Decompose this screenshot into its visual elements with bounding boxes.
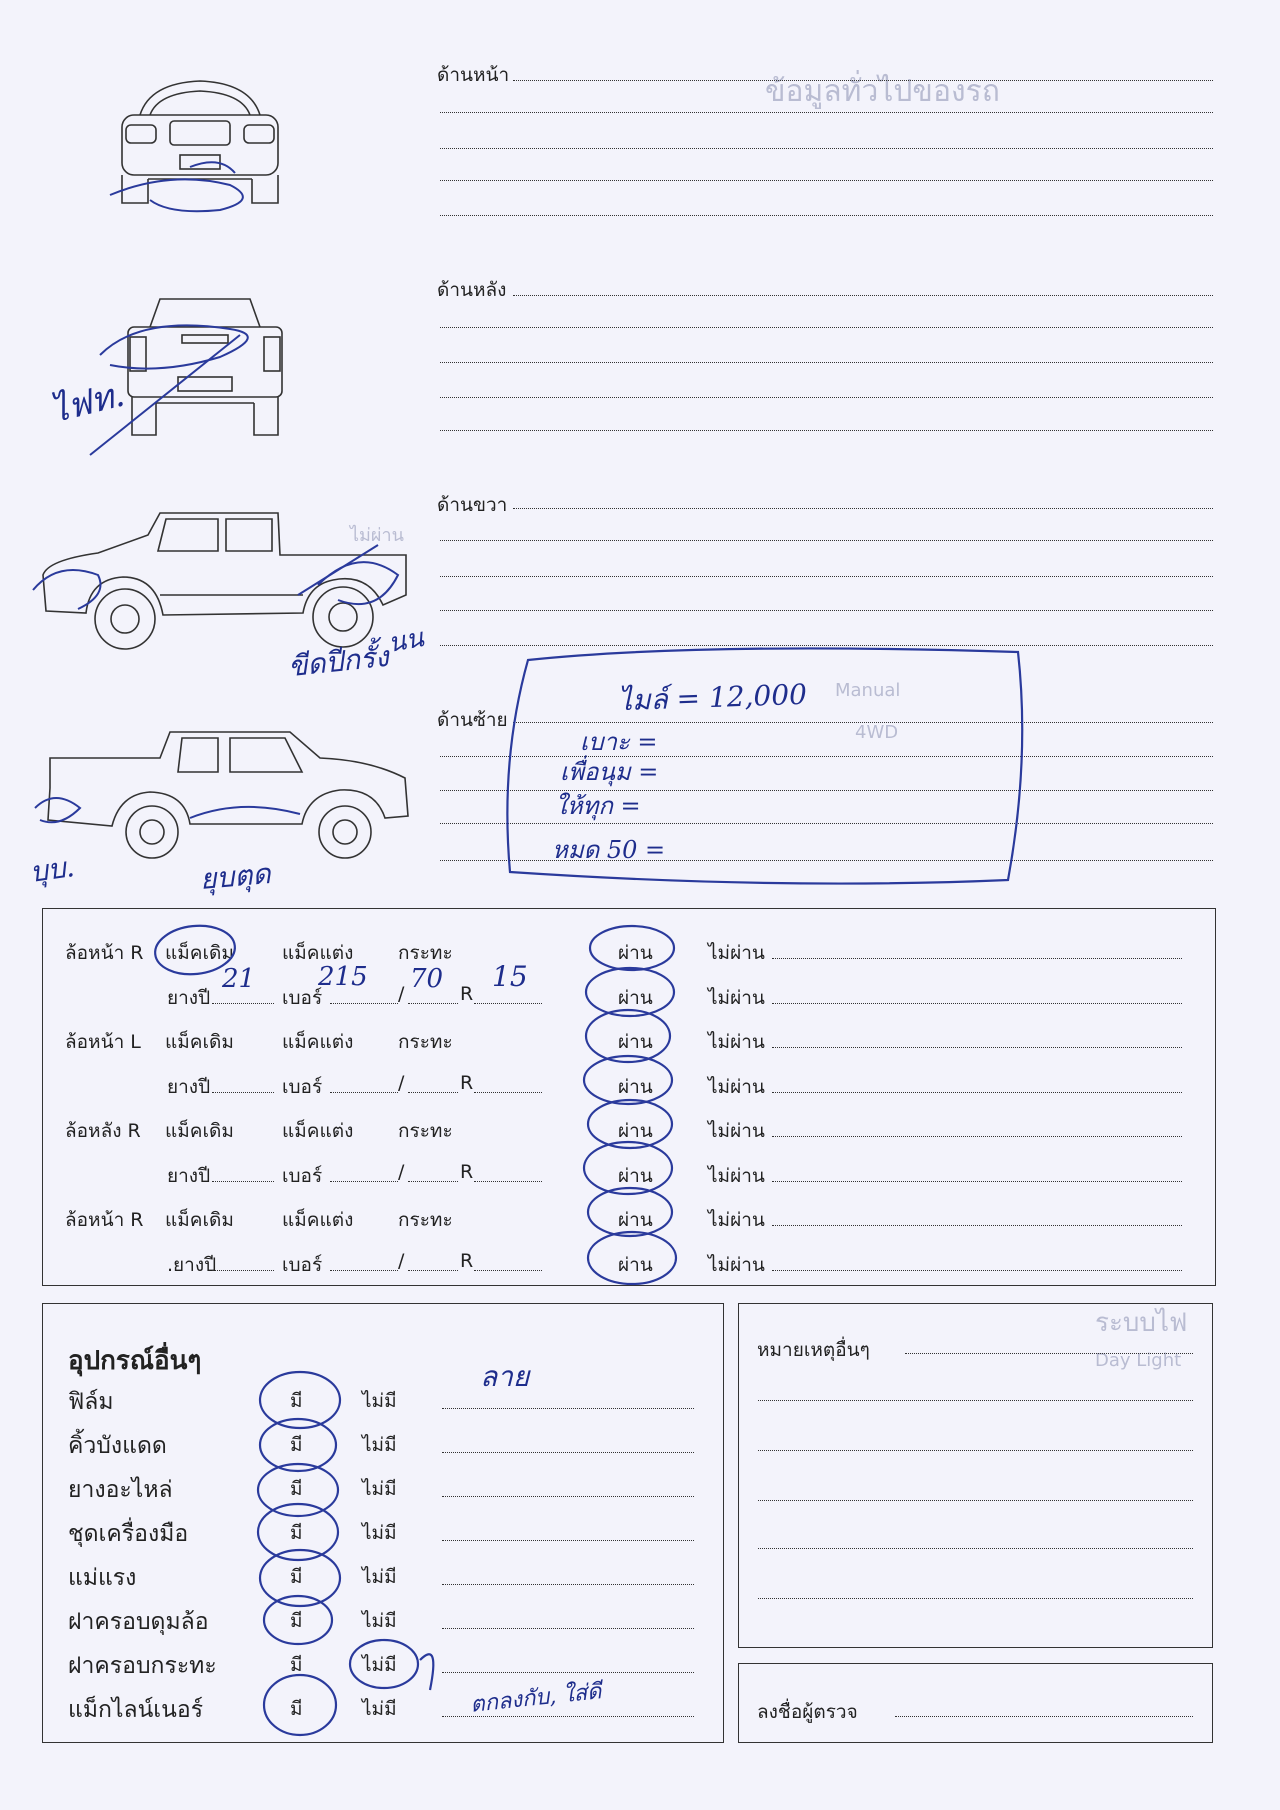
equipment-no-option[interactable]: ไม่มี [362, 1610, 397, 1632]
tire-rim-handwritten: 15 [492, 960, 528, 993]
tire-fail-note-line[interactable] [772, 958, 1182, 959]
equipment-item-label: ฝาครอบกระทะ [68, 1653, 217, 1679]
right-view-label: ด้านขวา [437, 494, 508, 516]
tire-option-steel-wheel[interactable]: กระทะ [398, 942, 453, 964]
tire-rim-label: R [460, 1071, 474, 1094]
tire-position-label: ล้อหลัง R [65, 1120, 141, 1142]
remarks-line-3[interactable] [758, 1450, 1193, 1451]
mileage-box-line-3: เพื่อนุม = [560, 758, 659, 786]
rear-view-line-4[interactable] [440, 397, 1213, 398]
tire-rim-field[interactable] [474, 1003, 542, 1004]
tire-option-original-mag[interactable]: แม็คเดิม [165, 1031, 234, 1053]
tire-size-field[interactable] [330, 1181, 398, 1182]
equipment-no-option[interactable]: ไม่มี [362, 1522, 397, 1544]
tire-ratio-handwritten: 70 [410, 964, 444, 994]
tire-year-label: ยางปี [167, 1075, 211, 1098]
equipment-no-option[interactable]: ไม่มี [362, 1478, 397, 1500]
car-rear-view-icon [120, 295, 290, 440]
tire-position-label: ล้อหน้า R [65, 1209, 144, 1231]
equipment-item-label: ฝาครอบดุมล้อ [68, 1609, 209, 1635]
bleed-through-text-d: ระบบไฟ [1095, 1308, 1188, 1338]
equipment-item-label: แม็กไลน์เนอร์ [68, 1697, 204, 1723]
signature-line[interactable] [895, 1716, 1193, 1717]
equipment-title: อุปกรณ์อื่นๆ [68, 1346, 202, 1376]
equipment-note-line[interactable] [442, 1408, 694, 1409]
left-view-label: ด้านซ้าย [437, 709, 508, 731]
tire-fail-note-line[interactable] [772, 1270, 1182, 1271]
signature-label: ลงชื่อผู้ตรวจ [757, 1701, 858, 1723]
equipment-no-option[interactable]: ไม่มี [362, 1698, 397, 1720]
right-view-line-5[interactable] [440, 645, 1213, 646]
tire-ratio-field[interactable] [408, 1270, 458, 1271]
tire-ratio-field[interactable] [408, 1003, 458, 1004]
right-view-line-2[interactable] [440, 540, 1213, 541]
rear-view-line-3[interactable] [440, 362, 1213, 363]
tire-size-field[interactable] [330, 1092, 398, 1093]
tire-option-custom-mag[interactable]: แม็คแต่ง [282, 942, 354, 964]
remarks-line-5[interactable] [758, 1548, 1193, 1549]
tire-fail-note-line[interactable] [772, 1047, 1182, 1048]
remarks-line-6[interactable] [758, 1598, 1193, 1599]
tire-pass-option[interactable]: ผ่าน [618, 1164, 653, 1187]
rear-view-label: ด้านหลัง [437, 279, 507, 301]
left-handwritten-note-2: ยุบตุด [198, 856, 272, 897]
tire-pass-option[interactable]: ผ่าน [618, 942, 653, 964]
equipment-item-label: แม่แรง [68, 1565, 137, 1591]
tire-width-handwritten: 215 [318, 962, 368, 992]
tire-option-steel-wheel[interactable]: กระทะ [398, 1120, 453, 1142]
bleed-through-text-a: ไม่ผ่าน [350, 525, 404, 546]
tire-pass-option[interactable]: ผ่าน [618, 986, 653, 1009]
tire-rim-field[interactable] [474, 1181, 542, 1182]
left-handwritten-note-1: บุบ. [27, 850, 77, 889]
tire-pass-option[interactable]: ผ่าน [618, 1031, 653, 1053]
tire-pass-option[interactable]: ผ่าน [618, 1253, 653, 1276]
left-view-line-2[interactable] [440, 756, 1213, 757]
rear-view-line-2[interactable] [440, 327, 1213, 328]
tire-size-label: เบอร์ [282, 986, 323, 1009]
front-view-label: ด้านหน้า [437, 64, 510, 86]
tire-size-field[interactable] [330, 1270, 398, 1271]
tire-size-label: เบอร์ [282, 1075, 323, 1098]
bleed-through-heading: ข้อมูลทั่วไปของรถ [765, 74, 1000, 109]
tire-size-slash: / [398, 1160, 405, 1183]
equipment-yes-option[interactable]: มี [290, 1522, 303, 1544]
tire-year-label: ยางปี [167, 986, 211, 1009]
tire-option-steel-wheel[interactable]: กระทะ [398, 1031, 453, 1053]
equipment-item-label: ชุดเครื่องมือ [68, 1521, 189, 1547]
tire-size-slash: / [398, 1071, 405, 1094]
front-view-line-3[interactable] [440, 148, 1213, 149]
bleed-through-text-b: Manual [835, 680, 901, 701]
equipment-no-option[interactable]: ไม่มี [362, 1390, 397, 1412]
front-view-line-5[interactable] [440, 215, 1213, 216]
right-view-line-4[interactable] [440, 610, 1213, 611]
right-handwritten-note-1: ขีดปีกรั้ง [286, 639, 391, 684]
equipment-note-line[interactable] [442, 1496, 694, 1497]
mileage-box-line-2: เบาะ = [580, 728, 658, 756]
tire-option-original-mag[interactable]: แม็คเดิม [165, 942, 234, 964]
equipment-note-line[interactable] [442, 1584, 694, 1585]
front-view-line-2[interactable] [440, 112, 1213, 113]
tire-fail-option[interactable]: ไม่ผ่าน [708, 1164, 765, 1187]
equipment-no-option[interactable]: ไม่มี [362, 1434, 397, 1456]
equipment-item-label: ยางอะไหล่ [68, 1477, 173, 1503]
tire-size-field[interactable] [330, 1003, 398, 1004]
rear-handwritten-note: ไฟท. [46, 374, 129, 432]
tire-rim-field[interactable] [474, 1092, 542, 1093]
tire-position-label: ล้อหน้า L [65, 1031, 141, 1053]
equipment-note-line[interactable] [442, 1540, 694, 1541]
tire-fail-option[interactable]: ไม่ผ่าน [708, 1253, 765, 1276]
equipment-yes-option[interactable]: มี [290, 1654, 303, 1676]
bleed-through-text-e: Day Light [1095, 1350, 1182, 1371]
remarks-line-2[interactable] [758, 1400, 1193, 1401]
tire-option-steel-wheel[interactable]: กระทะ [398, 1209, 453, 1231]
front-view-line-4[interactable] [440, 180, 1213, 181]
equipment-note-line[interactable] [442, 1672, 694, 1673]
tire-rim-label: R [460, 1160, 474, 1183]
tire-year-handwritten: 21 [222, 964, 256, 994]
right-handwritten-note-2: นน [385, 623, 426, 659]
tire-pass-option[interactable]: ผ่าน [618, 1075, 653, 1098]
tire-year-field[interactable] [212, 1181, 274, 1182]
tire-fail-note-line[interactable] [772, 1225, 1182, 1226]
equipment-no-option[interactable]: ไม่มี [362, 1654, 397, 1676]
equipment-yes-option[interactable]: มี [290, 1566, 303, 1588]
tire-year-label: .ยางปี [167, 1253, 217, 1276]
tire-fail-option[interactable]: ไม่ผ่าน [708, 1120, 765, 1142]
tire-option-custom-mag[interactable]: แม็คแต่ง [282, 1031, 354, 1053]
tire-fail-option[interactable]: ไม่ผ่าน [708, 986, 765, 1009]
remarks-label: หมายเหตุอื่นๆ [757, 1339, 870, 1361]
tire-pass-option[interactable]: ผ่าน [618, 1209, 653, 1231]
film-handwritten-note: ลาย [480, 1360, 530, 1393]
tire-size-label: เบอร์ [282, 1253, 323, 1276]
tire-ratio-field[interactable] [408, 1181, 458, 1182]
tire-option-original-mag[interactable]: แม็คเดิม [165, 1120, 234, 1142]
tire-fail-option[interactable]: ไม่ผ่าน [708, 1031, 765, 1053]
equipment-item-label: คิ้วบังแดด [68, 1433, 167, 1459]
tire-fail-option[interactable]: ไม่ผ่าน [708, 1075, 765, 1098]
liner-handwritten-note: ตกลงกับ, ใส่ดี [469, 1679, 603, 1718]
mileage-value: ไมล์ = 12,000 [617, 677, 808, 718]
tire-fail-note-line[interactable] [772, 1181, 1182, 1182]
equipment-no-option[interactable]: ไม่มี [362, 1566, 397, 1588]
tire-fail-option[interactable]: ไม่ผ่าน [708, 1209, 765, 1231]
rear-view-line-5[interactable] [440, 430, 1213, 431]
equipment-item-label: ฟิล์ม [68, 1389, 114, 1415]
tire-rim-label: R [460, 982, 474, 1005]
rear-view-line-1[interactable] [513, 295, 1213, 296]
tire-pass-option[interactable]: ผ่าน [618, 1120, 653, 1142]
remarks-line-1[interactable] [905, 1353, 1193, 1354]
tire-option-custom-mag[interactable]: แม็คแต่ง [282, 1120, 354, 1142]
tire-option-original-mag[interactable]: แม็คเดิม [165, 1209, 234, 1231]
tire-year-field[interactable] [212, 1003, 274, 1004]
tire-rim-label: R [460, 1249, 474, 1272]
right-view-line-3[interactable] [440, 576, 1213, 577]
tire-rim-field[interactable] [474, 1270, 542, 1271]
tire-option-custom-mag[interactable]: แม็คแต่ง [282, 1209, 354, 1231]
tire-fail-note-line[interactable] [772, 1092, 1182, 1093]
equipment-note-line[interactable] [442, 1628, 694, 1629]
equipment-yes-option[interactable]: มี [290, 1434, 303, 1456]
tire-fail-note-line[interactable] [772, 1136, 1182, 1137]
equipment-note-line[interactable] [442, 1452, 694, 1453]
equipment-yes-option[interactable]: มี [290, 1610, 303, 1632]
tire-year-label: ยางปี [167, 1164, 211, 1187]
tire-size-slash: / [398, 982, 405, 1005]
equipment-yes-option[interactable]: มี [290, 1390, 303, 1412]
remarks-line-4[interactable] [758, 1500, 1193, 1501]
tire-year-field[interactable] [212, 1092, 274, 1093]
tire-size-label: เบอร์ [282, 1164, 323, 1187]
tire-size-slash: / [398, 1249, 405, 1272]
mileage-box-line-5: หมด 50 = [552, 836, 666, 864]
front-view-line-1[interactable] [513, 80, 1213, 81]
car-front-view-icon [110, 75, 290, 225]
tire-year-field[interactable] [212, 1270, 274, 1271]
tire-fail-note-line[interactable] [772, 1003, 1182, 1004]
equipment-yes-option[interactable]: มี [290, 1478, 303, 1500]
equipment-yes-option[interactable]: มี [290, 1698, 303, 1720]
bleed-through-text-c: 4WD [855, 722, 899, 743]
tire-ratio-field[interactable] [408, 1092, 458, 1093]
tire-fail-option[interactable]: ไม่ผ่าน [708, 942, 765, 964]
tire-position-label: ล้อหน้า R [65, 942, 144, 964]
right-view-line-1[interactable] [513, 508, 1213, 509]
car-left-side-view-icon [40, 728, 420, 863]
mileage-box-line-4: ให้ทุก = [555, 792, 641, 820]
